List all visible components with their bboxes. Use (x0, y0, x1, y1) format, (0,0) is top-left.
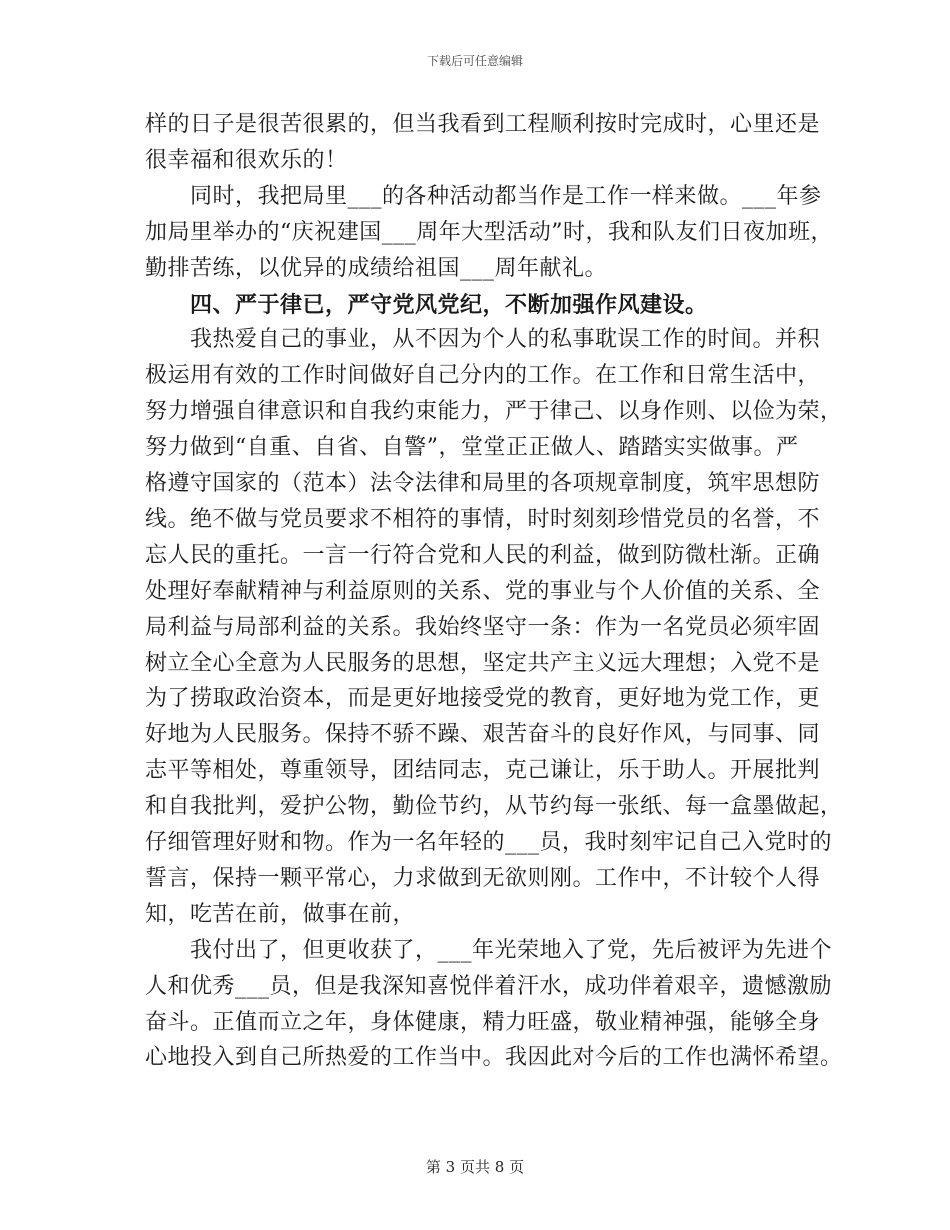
text-line: 心地投入到自己所热爱的工作当中。我因此对今后的工作也满怀希望。 (145, 1045, 843, 1071)
text-line: 极运用有效的工作时间做好自己分内的工作。在工作和日常生活中， (145, 363, 821, 389)
text-line: 处理好奉献精神与利益原则的关系、党的事业与个人价值的关系、全 (145, 578, 821, 604)
text-line: 树立全心全意为人民服务的思想，坚定共产主义远大理想；入党不是 (145, 650, 821, 676)
text-line: 线。绝不做与党员要求不相符的事情，时时刻刻珍惜党员的名誉，不 (145, 506, 821, 532)
text-line: 我热爱自己的事业，从不因为个人的私事耽误工作的时间。并积 (190, 327, 821, 353)
page-header: 下载后可任意编辑 (426, 54, 523, 68)
text-line: 加局里举办的“庆祝建国___周年大型活动”时，我和队友们日夜加班， (145, 219, 833, 245)
text-line: 格遵守国家的（范本）法令法律和局里的各项规章制度，筑牢思想防 (145, 471, 821, 496)
text-line: 奋斗。正值而立之年，身体健康，精力旺盛，敬业精神强，能够全身 (145, 1009, 821, 1035)
text-line: 人和优秀___员，但是我深知喜悦伴着汗水，成功伴着艰辛，遗憾激励 (145, 973, 833, 999)
text-line: 我付出了，但更收获了，___年光荣地入了党，先后被评为先进个 (190, 937, 833, 963)
text-line: 仔细管理好财和物。作为一名年轻的___员，我时刻牢记自己入党时的 (145, 830, 833, 855)
text-line: 努力做到“自重、自省、自警”，堂堂正正做人、踏踏实实做事。严 (145, 435, 799, 461)
text-line: 同时，我把局里___的各种活动都当作是工作一样来做。___年参 (190, 183, 822, 209)
text-line: 为了捞取政治资本，而是更好地接受党的教育，更好地为党工作，更 (145, 686, 821, 712)
text-line: 很幸福和很欢乐的！ (145, 147, 348, 173)
text-line: 局利益与局部利益的关系。我始终坚守一条：作为一名党员必须牢固 (145, 614, 821, 640)
text-line: 忘人民的重托。一言一行符合党和人民的利益，做到防微杜渐。正确 (145, 542, 821, 568)
text-line: 志平等相处，尊重领导，团结同志，克己谦让，乐于助人。开展批判 (145, 758, 821, 784)
page-footer: 第 3 页共 8 页 (425, 1158, 525, 1176)
text-line: 努力增强自律意识和自我约束能力，严于律己、以身作则、以俭为荣， (145, 399, 843, 425)
text-line: 勤排苦练，以优异的成绩给祖国___周年献礼。 (145, 255, 608, 281)
section-heading: 四、严于律已，严守党风党纪，不断加强作风建设。 (190, 291, 708, 318)
text-line: 知，吃苦在前，做事在前， (145, 901, 416, 927)
text-line: 好地为人民服务。保持不骄不躁、艰苦奋斗的良好作风，与同事、同 (145, 722, 821, 748)
text-line: 和自我批判，爱护公物，勤俭节约，从节约每一张纸、每一盒墨做起， (145, 794, 843, 820)
text-line: 誓言，保持一颗平常心，力求做到无欲则刚。工作中，不计较个人得 (145, 865, 821, 891)
text-line: 样的日子是很苦很累的，但当我看到工程顺利按时完成时，心里还是 (145, 112, 821, 137)
